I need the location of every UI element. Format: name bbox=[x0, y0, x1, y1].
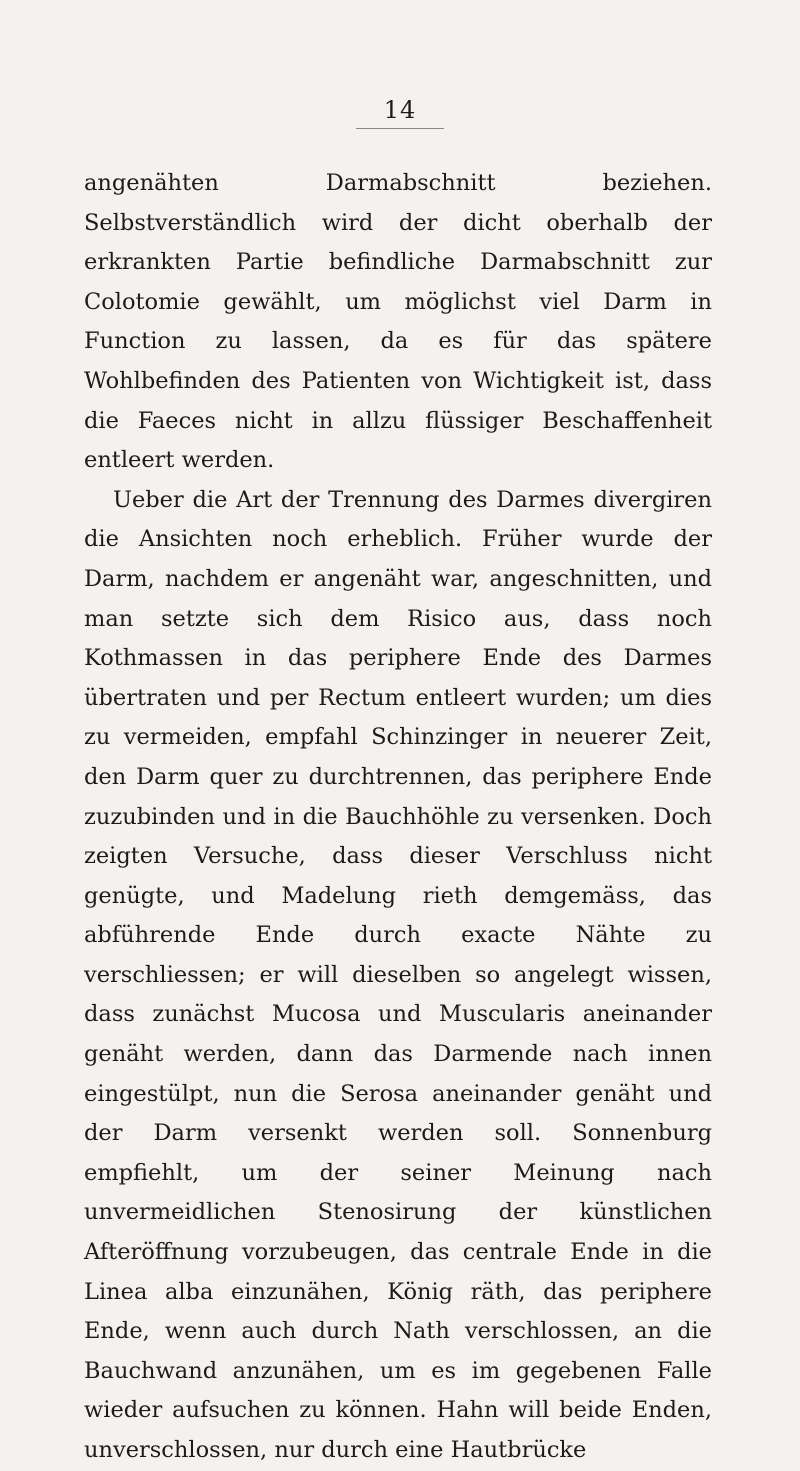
page-number: 14 bbox=[383, 96, 417, 124]
header-rule bbox=[356, 128, 444, 129]
body-text bbox=[84, 164, 712, 1471]
paragraph-continuation: angenähten Darmabschnitt beziehen. Selbstverständlich wird der dicht oberhalb der erkrankten Partie befindliche Darmabschnitt zur Colotomie gewählt, um möglichst viel Darm in Function zu lassen, da es für das spätere Wohlbefinden des Patienten von Wichtigkeit ist, dass die Faeces nicht in allzu flüssiger Beschaffenheit entleert werden. bbox=[84, 170, 712, 474]
paragraph-trennung: Ueber die Art der Trennung des Darmes divergiren die Ansichten noch erheblich. Früher wurde der Darm, nachdem er angenäht war, angeschnitten, und man setzte sich dem Risico aus, dass noch Kothmassen in das periphere Ende des Darmes übertraten und per Rectum entleert wurden; um dies zu vermeiden, empfahl Schinzinger in neuerer Zeit, den Darm quer zu durchtrennen, das periphere Ende zuzubinden und in die Bauchhöhle zu versenken. Doch zeigten Versuche, dass dieser Verschluss nicht genügte, und Madelung rieth demgemäss, das abführende Ende durch exacte Nähte zu verschliessen; er will dieselben so angelegt wissen, dass zunächst Mucosa und Muscularis aneinander genäht werden, dann das Darmende nach innen eingestülpt, nun die Serosa aneinander genäht und der Darm versenkt werden soll. Sonnenburg empfiehlt, um der seiner Meinung nach unvermeidlichen Stenosirung der künstlichen Afteröffnung vorzubeugen, das centrale Ende in die Linea alba einzunähen, König räth, das periphere Ende, wenn auch durch Nath verschlossen, an die Bauchwand anzunähen, um es im gegebenen Falle wieder aufsuchen zu können. Hahn will beide Enden, unverschlossen, nur durch eine Hautbrücke bbox=[84, 486, 712, 1463]
